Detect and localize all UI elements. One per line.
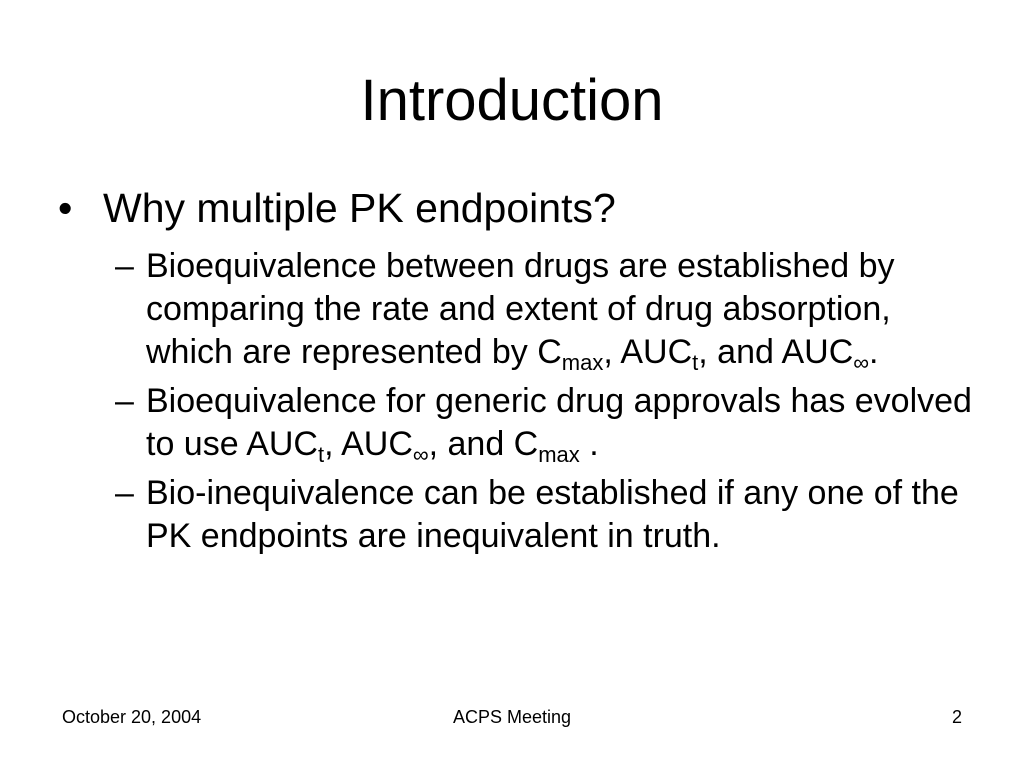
dash-marker: – (115, 382, 134, 420)
sub-bullet-item-2 (115, 380, 975, 466)
sub-bullet-text: . (579, 425, 599, 463)
subscript: t (317, 442, 325, 467)
subscript: max (538, 442, 580, 467)
slide-title: Introduction (360, 68, 664, 133)
sub-bullet-text: , AUC (324, 425, 413, 463)
sub-bullet-item-1 (115, 245, 975, 374)
dash-marker: – (115, 247, 134, 285)
bullet-text: Why multiple PK endpoints? (103, 185, 616, 231)
sub-bullet-item-3 (115, 472, 975, 558)
footer-title: ACPS Meeting (452, 707, 572, 727)
footer-date: October 20, 2004 (62, 707, 202, 727)
subscript: ∞ (853, 350, 869, 375)
subscript: max (561, 350, 604, 375)
sub-bullet-text: , and C (428, 425, 539, 463)
sub-bullet-list (115, 245, 975, 564)
sub-bullet-text: Bioequivalence for generic drug approvals has evolved to use AUC (146, 382, 972, 463)
sub-bullet-text: Bio-inequivalence can be established if any one of the PK endpoints are inequivalent in truth. (146, 474, 959, 555)
sub-bullet-text: , and AUC (698, 333, 854, 371)
sub-bullet-text: . (868, 333, 879, 371)
page-number: 2 (951, 707, 962, 727)
bullet-marker: • (58, 185, 73, 231)
sub-bullet-text: , AUC (603, 333, 693, 371)
subscript: ∞ (412, 442, 429, 467)
subscript: t (692, 350, 699, 375)
sub-bullet-text: Bioequivalence between drugs are established by comparing the rate and extent of drug absorption, which are represented by C (146, 247, 895, 371)
dash-marker: – (115, 474, 134, 512)
